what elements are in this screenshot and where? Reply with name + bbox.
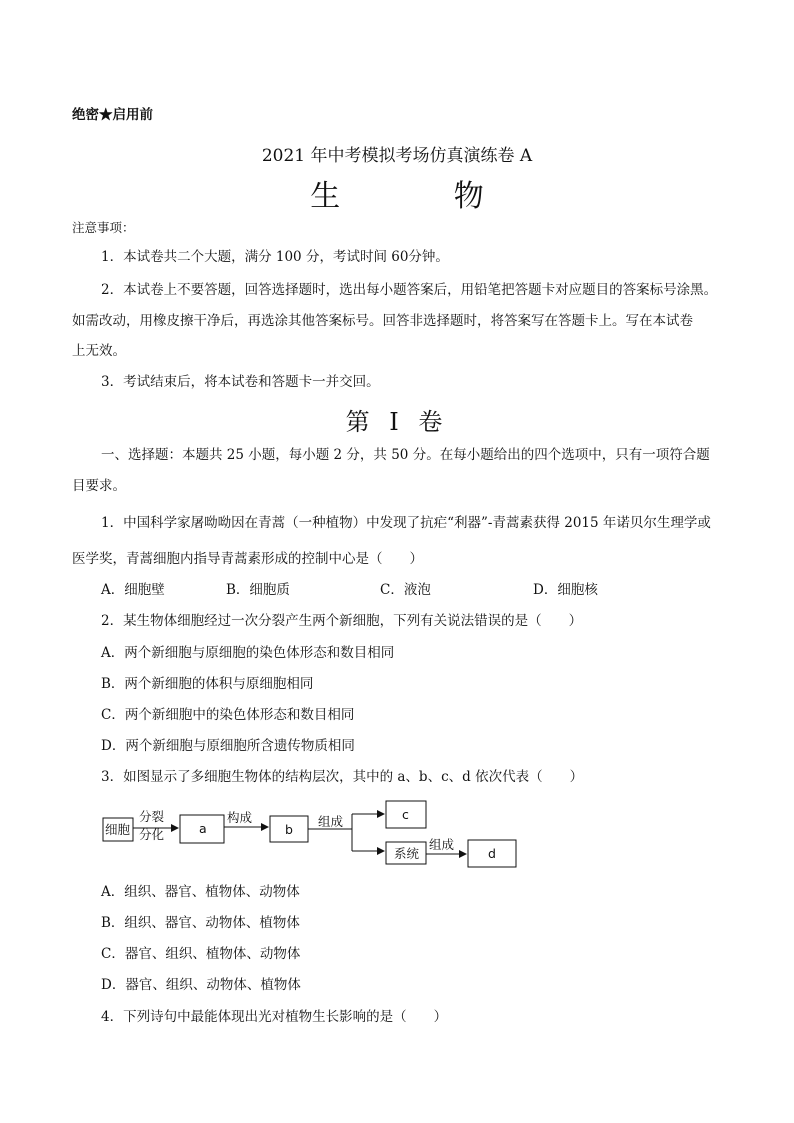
d-label: d — [488, 846, 496, 861]
q3-option-d: D．器官、组织、动物体、植物体 — [101, 977, 301, 993]
notes-heading: 注意事项： — [72, 220, 135, 235]
q2-option-c: C．两个新细胞中的染色体形态和数目相同 — [101, 707, 355, 723]
a-label: a — [199, 821, 207, 836]
note-item-1: 1．本试卷共二个大题，满分 100 分，考试时间 60分钟。 — [101, 249, 449, 265]
section-instructions-cont: 目要求。 — [72, 478, 126, 494]
b-label: b — [285, 822, 293, 837]
q1-option-d: D．细胞核 — [533, 582, 598, 598]
q1-option-b: B．细胞质 — [226, 582, 290, 598]
q2-stem: 2．某生物体细胞经过一次分裂产生两个新细胞，下列有关说法错误的是（ ） — [101, 613, 583, 629]
note-item-3: 3．考试结束后，将本试卷和答题卡一并交回。 — [101, 374, 380, 390]
compose-label-2: 组成 — [429, 837, 455, 852]
differentiate-label: 分化 — [139, 827, 165, 842]
q3-option-c: C．器官、组织、植物体、动物体 — [101, 946, 301, 962]
form-label: 构成 — [227, 810, 253, 825]
q3-stem: 3．如图显示了多细胞生物体的结构层次，其中的 a、b、c、d 依次代表（ ） — [101, 769, 584, 785]
cell-label: 细胞 — [105, 822, 131, 837]
q2-option-a: A．两个新细胞与原细胞的染色体形态和数目相同 — [101, 645, 395, 661]
q3-option-b: B．组织、器官、动物体、植物体 — [101, 915, 300, 931]
confidential-label: 绝密★启用前 — [72, 107, 153, 123]
structure-levels-diagram — [100, 797, 530, 873]
q1-option-c: C．液泡 — [380, 582, 431, 598]
subject-title: 生 物 — [310, 179, 536, 214]
q4-stem: 4．下列诗句中最能体现出光对植物生长影响的是（ ） — [101, 1009, 448, 1025]
c-label: c — [402, 807, 409, 822]
q1-stem-cont: 医学奖，青蒿细胞内指导青蒿素形成的控制中心是（ ） — [72, 551, 423, 567]
note-item-2-cont: 如需改动，用橡皮擦干净后，再选涂其他答案标号。回答非选择题时，将答案写在答题卡上。写在本试卷 — [72, 313, 693, 329]
note-item-2-end: 上无效。 — [72, 343, 126, 359]
system-label: 系统 — [394, 846, 420, 861]
section-instructions: 一、选择题：本题共 25 小题，每小题 2 分，共 50 分。在每小题给出的四个选项中，只有一项符合题 — [101, 447, 710, 463]
section-title: 第 I 卷 — [345, 408, 449, 436]
note-item-2: 2．本试卷上不要答题，回答选择题时，选出每小题答案后，用铅笔把答题卡对应题目的答案标号涂黑。 — [101, 282, 718, 298]
split-label: 分裂 — [139, 809, 165, 824]
q1-stem: 1．中国科学家屠呦呦因在青蒿（一种植物）中发现了抗疟“利器”-青蒿素获得 2015 年诺贝尔生理学或 — [101, 515, 711, 531]
compose-label-1: 组成 — [318, 814, 344, 829]
exam-title: 2021 年中考模拟考场仿真演练卷 A — [261, 146, 533, 166]
q2-option-d: D．两个新细胞与原细胞所含遗传物质相同 — [101, 738, 355, 754]
q2-option-b: B．两个新细胞的体积与原细胞相同 — [101, 676, 314, 692]
q1-option-a: A．细胞壁 — [101, 582, 165, 598]
q3-option-a: A．组织、器官、植物体、动物体 — [101, 884, 300, 900]
